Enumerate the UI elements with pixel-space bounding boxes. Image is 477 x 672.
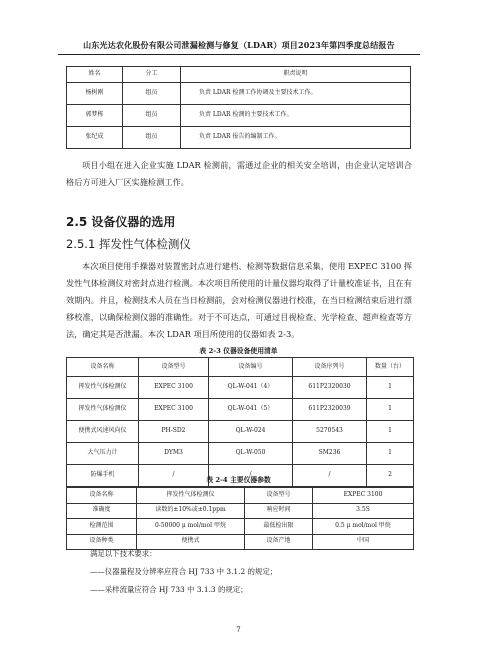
table-row: [67, 127, 411, 149]
table-row: [67, 377, 414, 399]
table-cell: SM236: [293, 443, 367, 465]
table-cell: 便携式风速风向仪: [67, 421, 139, 443]
table-cell: 郭梦栋: [67, 105, 123, 127]
table-cell: 设备型号: [245, 488, 313, 504]
table-header-row: [67, 67, 411, 83]
table-cell: 最低检出限: [245, 519, 313, 535]
table-cell: /: [293, 465, 367, 487]
table-cell: 1: [367, 399, 414, 421]
page-number: 7: [236, 626, 241, 634]
table-row: [67, 443, 414, 465]
requirements-intro: 满足以下技术要求：: [90, 549, 157, 558]
table-cell: 组员: [123, 83, 181, 105]
table-header-cell: 设备编号: [209, 358, 293, 377]
table-cell: 检测范围: [67, 519, 137, 535]
requirement-item: ——采样流量应符合 HJ 733 中 3.1.3 的规定；: [90, 585, 248, 594]
table-row: [67, 488, 414, 504]
table-row: [67, 83, 411, 105]
parameter-table: [66, 487, 414, 550]
staff-table: [66, 66, 411, 149]
table-row: [67, 105, 411, 127]
table-cell: 1: [367, 377, 414, 399]
table-row: [67, 503, 414, 519]
table-cell: 设备种类: [67, 534, 137, 550]
table-cell: 挥发性气体检测仪: [67, 399, 139, 421]
table-cell: QL-W-041（5）: [209, 399, 293, 421]
table-header-cell: 设备名称: [67, 358, 139, 377]
table-cell: 防爆手机: [67, 465, 139, 487]
table-cell: 响应时间: [245, 503, 313, 519]
table-cell: EXPEC 3100: [139, 377, 209, 399]
table-cell: QL-W-041（4）: [209, 377, 293, 399]
table-row: [67, 421, 414, 443]
page-header: 山东光达农化股份有限公司泄漏检测与修复（LDAR）项目2023年第四季度总结报告: [58, 40, 420, 55]
table-cell: 组员: [123, 105, 181, 127]
table-cell: DYM3: [139, 443, 209, 465]
table-cell: 大气压力计: [67, 443, 139, 465]
table-header-cell: 职责说明: [181, 67, 411, 83]
table-cell: 准确度: [67, 503, 137, 519]
table-header-cell: 数量（台）: [367, 358, 414, 377]
table-cell: 1: [367, 421, 414, 443]
table-cell: 611P2320030: [293, 377, 367, 399]
table-cell: 读数的±10%或±0.1ppm: [137, 503, 245, 519]
table-header-row: [67, 358, 414, 377]
table-cell: 挥发性气体检测仪: [137, 488, 245, 504]
table-row: [67, 399, 414, 421]
paragraph-instruments: 本次项目使用手操器对装置密封点进行建档、检测等数据信息采集，使用 EXPEC 3100 挥发性气体检测仪对密封点进行检测。本次项目所使用的计量仪器均取得了计量校准证书，且在有效期内。并且，检测技术人员在当日检测前，会对检测仪器进行校准，在当日检测结束后进行漂移校准，以确保检测仪器的准确性。对于不可达点，可通过目视检查、光学检查、超声检查等方法，确定其是否泄漏。本次 LDAR 项目所使用的仪器如表 2-3。: [66, 261, 412, 339]
table-cell: 0-50000 μ mol/mol 甲烷: [137, 519, 245, 535]
table-cell: EXPEC 3100: [139, 399, 209, 421]
table-header-cell: 姓名: [67, 67, 123, 83]
table-cell: 611P2320039: [293, 399, 367, 421]
table-cell: PH-SD2: [139, 421, 209, 443]
table-cell: 设备产地: [245, 534, 313, 550]
table-caption: 表 2-3 仪器设备使用清单: [199, 347, 278, 355]
table-cell: 中国: [313, 534, 414, 550]
table-cell: 挥发性气体检测仪: [67, 377, 139, 399]
section-heading: 2.5 设备仪器的选用: [66, 215, 176, 229]
table-cell: EXPEC 3100: [313, 488, 414, 504]
table-cell: 设备名称: [67, 488, 137, 504]
table-header-cell: 分工: [123, 67, 181, 83]
table-cell: /: [139, 465, 209, 487]
table-cell: 负责 LDAR 检测工作协调及主要技术工作。: [181, 83, 411, 105]
subsection-heading: 2.5.1 挥发性气体检测仪: [66, 237, 191, 251]
table-cell: QL-W-024: [209, 421, 293, 443]
table-cell: 3.5S: [313, 503, 414, 519]
requirement-item: ——仪器量程及分辨率应符合 HJ 733 中 3.1.2 的规定；: [90, 567, 278, 576]
table-caption: 表 2-4 主要仪器参数: [206, 476, 271, 484]
table-cell: 张纪成: [67, 127, 123, 149]
table-cell: 5270543: [293, 421, 367, 443]
table-cell: 2: [367, 465, 414, 487]
table-cell: 组员: [123, 127, 181, 149]
table-cell: 1: [367, 443, 414, 465]
table-row: [67, 519, 414, 535]
table-cell: /: [209, 465, 293, 487]
paragraph-training: 项目小组在进入企业实施 LDAR 检测前，需通过企业的相关安全培训，由企业认定培训合格后方可进入厂区实施检测工作。: [66, 160, 412, 187]
table-cell: 负责 LDAR 报告的编制工作。: [181, 127, 411, 149]
table-cell: 杨树刚: [67, 83, 123, 105]
equipment-table: [66, 357, 414, 487]
table-cell: 负责 LDAR 检测的主要技术工作。: [181, 105, 411, 127]
table-cell: 便携式: [137, 534, 245, 550]
table-header-cell: 设备型号: [139, 358, 209, 377]
table-cell: 0.5 μ mol/mol 甲烷: [313, 519, 414, 535]
table-cell: QL-W-050: [209, 443, 293, 465]
table-header-cell: 设备序列号: [293, 358, 367, 377]
